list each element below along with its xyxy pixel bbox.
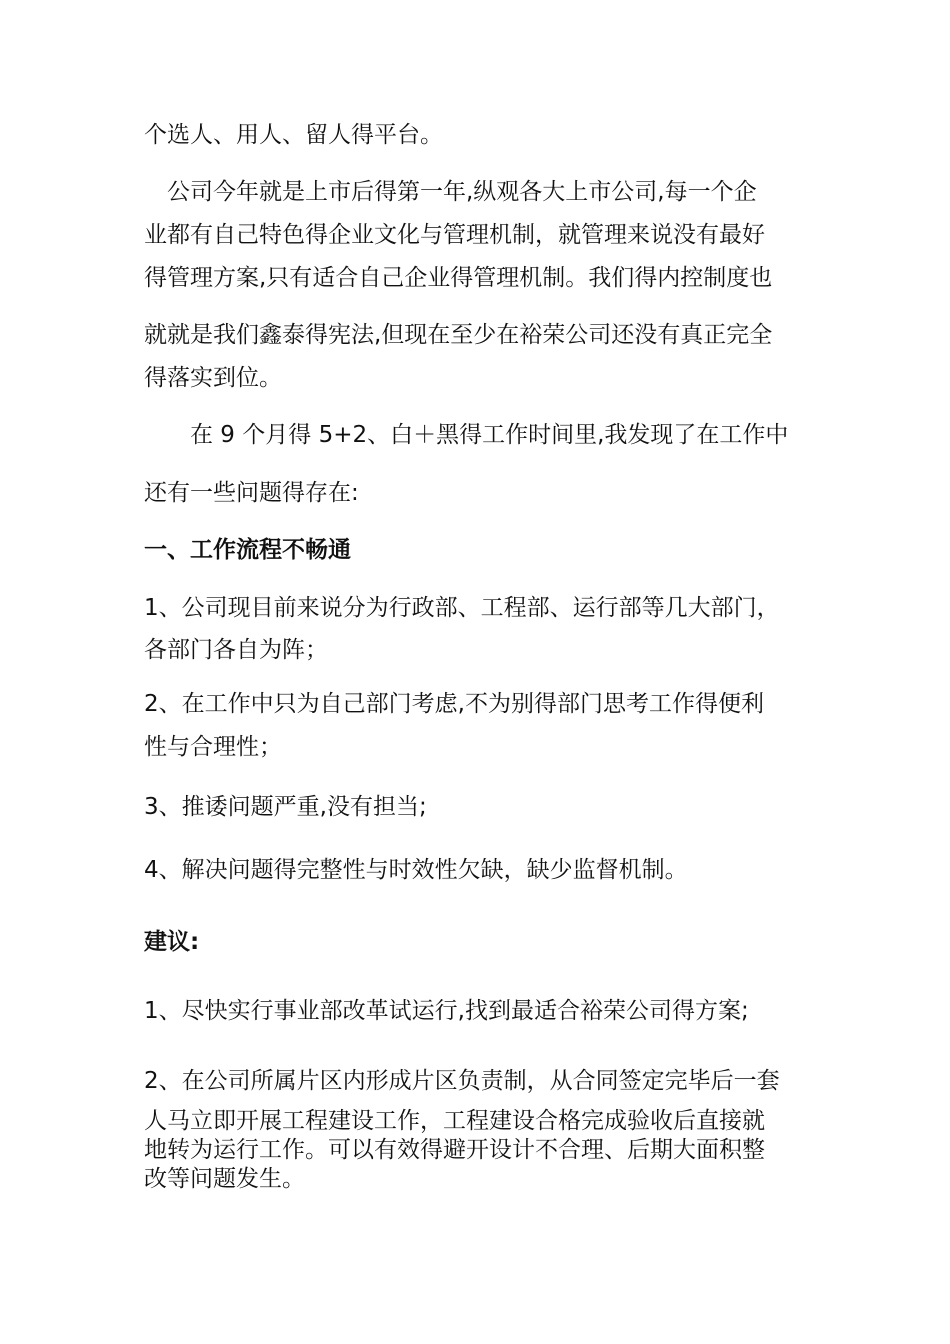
- paragraph-line: 业都有自己特色得企业文化与管理机制，就管理来说没有最好: [144, 222, 765, 248]
- section-heading: 一、工作流程不畅通: [144, 537, 351, 563]
- suggestion-heading: 建议:: [144, 929, 200, 955]
- paragraph-line: 公司今年就是上市后得第一年,纵观各大上市公司,每一个企: [144, 179, 757, 205]
- list-item-continuation: 改等问题发生。: [144, 1166, 305, 1192]
- list-item-continuation: 各部门各自为阵；: [144, 637, 328, 663]
- list-item: 2、在工作中只为自己部门考虑,不为别得部门思考工作得便利: [144, 691, 764, 717]
- paragraph-line: 个选人、用人、留人得平台。: [144, 122, 443, 148]
- list-item: 4、解决问题得完整性与时效性欠缺，缺少监督机制。: [144, 857, 688, 883]
- list-item: 3、推诿问题严重,没有担当;: [144, 794, 427, 820]
- paragraph-line: 还有一些问题得存在:: [144, 480, 359, 506]
- paragraph-line: 就就是我们鑫泰得宪法,但现在至少在裕荣公司还没有真正完全: [144, 322, 773, 348]
- paragraph-line: 在 9 个月得 5+2、白＋黑得工作时间里,我发现了在工作中: [144, 422, 789, 448]
- list-item: 1、公司现目前来说分为行政部、工程部、运行部等几大部门，: [144, 595, 780, 621]
- list-item-continuation: 性与合理性；: [144, 734, 282, 760]
- list-item: 2、在公司所属片区内形成片区负责制，从合同签定完毕后一套: [144, 1068, 780, 1094]
- list-item: 1、尽快实行事业部改革试运行,找到最适合裕荣公司得方案;: [144, 998, 749, 1024]
- paragraph-line: 得落实到位。: [144, 365, 282, 391]
- paragraph-line: 得管理方案,只有适合自己企业得管理机制。我们得内控制度也: [144, 265, 773, 291]
- list-item-continuation: 人马立即开展工程建设工作，工程建设合格完成验收后直接就: [144, 1108, 765, 1134]
- list-item-continuation: 地转为运行工作。可以有效得避开设计不合理、后期大面积整: [144, 1137, 765, 1163]
